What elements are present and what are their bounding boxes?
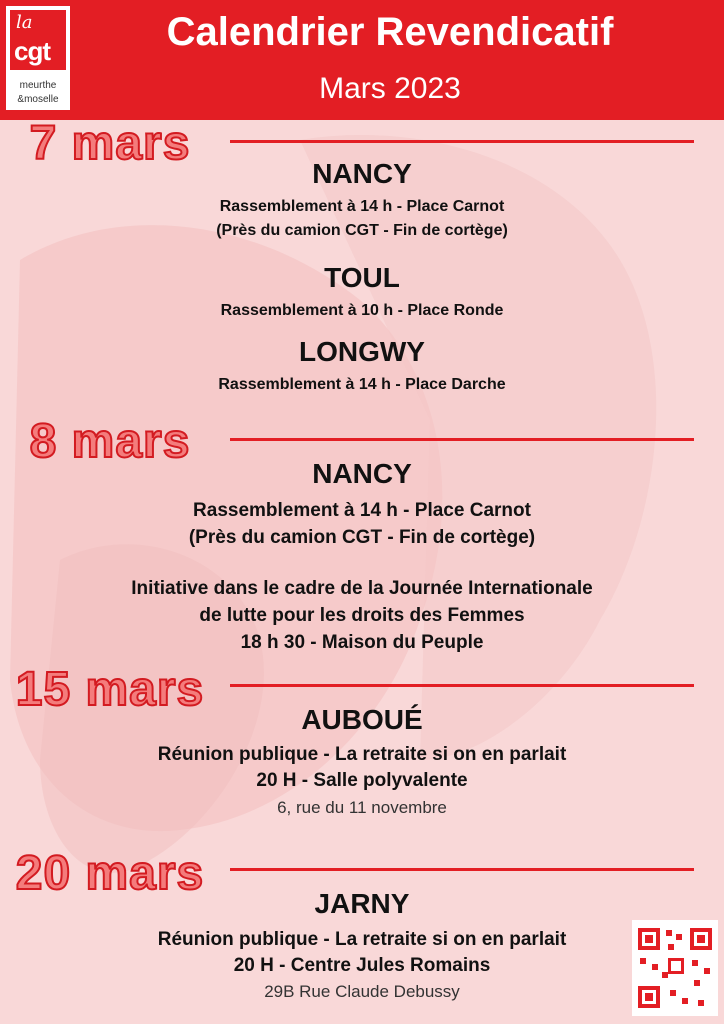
city-name: LONGWY	[299, 336, 425, 367]
logo-subtitle-moselle: &moselle	[17, 94, 59, 105]
logo-subtitle-meurthe: meurthe	[19, 80, 57, 91]
event-detail: Rassemblement à 14 h - Place Carnot	[193, 500, 531, 521]
event-detail: (Près du camion CGT - Fin de cortège)	[188, 527, 536, 548]
event-detail: Réunion publique - La retraite si on en parlait	[157, 744, 567, 765]
city-name: NANCY	[312, 158, 412, 189]
event-detail: Rassemblement à 14 h - Place Darche	[218, 376, 506, 393]
city-name: TOUL	[324, 262, 400, 293]
event-date: 20 mars	[15, 847, 205, 900]
event-address: 29B Rue Claude Debussy	[264, 982, 460, 1001]
section-divider	[230, 684, 694, 687]
event-detail: de lutte pour les droits des Femmes	[199, 605, 525, 626]
event-detail: Rassemblement à 10 h - Place Ronde	[220, 302, 504, 319]
city-name: AUBOUÉ	[301, 704, 423, 735]
qr-code-icon	[632, 920, 718, 1016]
event-detail: Réunion publique - La retraite si on en parlait	[157, 929, 567, 950]
logo-cgt-text: cgt	[14, 36, 50, 66]
qr-code[interactable]	[632, 920, 718, 1016]
logo-la-text: la	[16, 12, 33, 33]
city-name: NANCY	[312, 458, 412, 489]
event-date: 7 mars	[29, 117, 191, 170]
header-banner	[0, 0, 724, 120]
event-detail: Rassemblement à 14 h - Place Carnot	[219, 198, 505, 215]
section-divider	[230, 140, 694, 143]
event-detail: 18 h 30 - Maison du Peuple	[240, 632, 484, 653]
section-divider	[230, 438, 694, 441]
event-detail: 20 H - Centre Jules Romains	[233, 955, 491, 976]
event-detail: 20 H - Salle polyvalente	[256, 770, 468, 791]
event-address: 6, rue du 11 novembre	[277, 798, 447, 817]
event-detail: Initiative dans le cadre de la Journée Internationale	[131, 578, 593, 599]
cgt-logo	[6, 6, 70, 110]
page-subtitle: Mars 2023	[319, 72, 461, 105]
city-name: JARNY	[314, 888, 410, 919]
event-date: 8 mars	[29, 415, 191, 468]
event-date: 15 mars	[15, 663, 205, 716]
event-detail: (Près du camion CGT - Fin de cortège)	[216, 222, 508, 239]
section-divider	[230, 868, 694, 871]
page-title: Calendrier Revendicatif	[166, 10, 614, 54]
